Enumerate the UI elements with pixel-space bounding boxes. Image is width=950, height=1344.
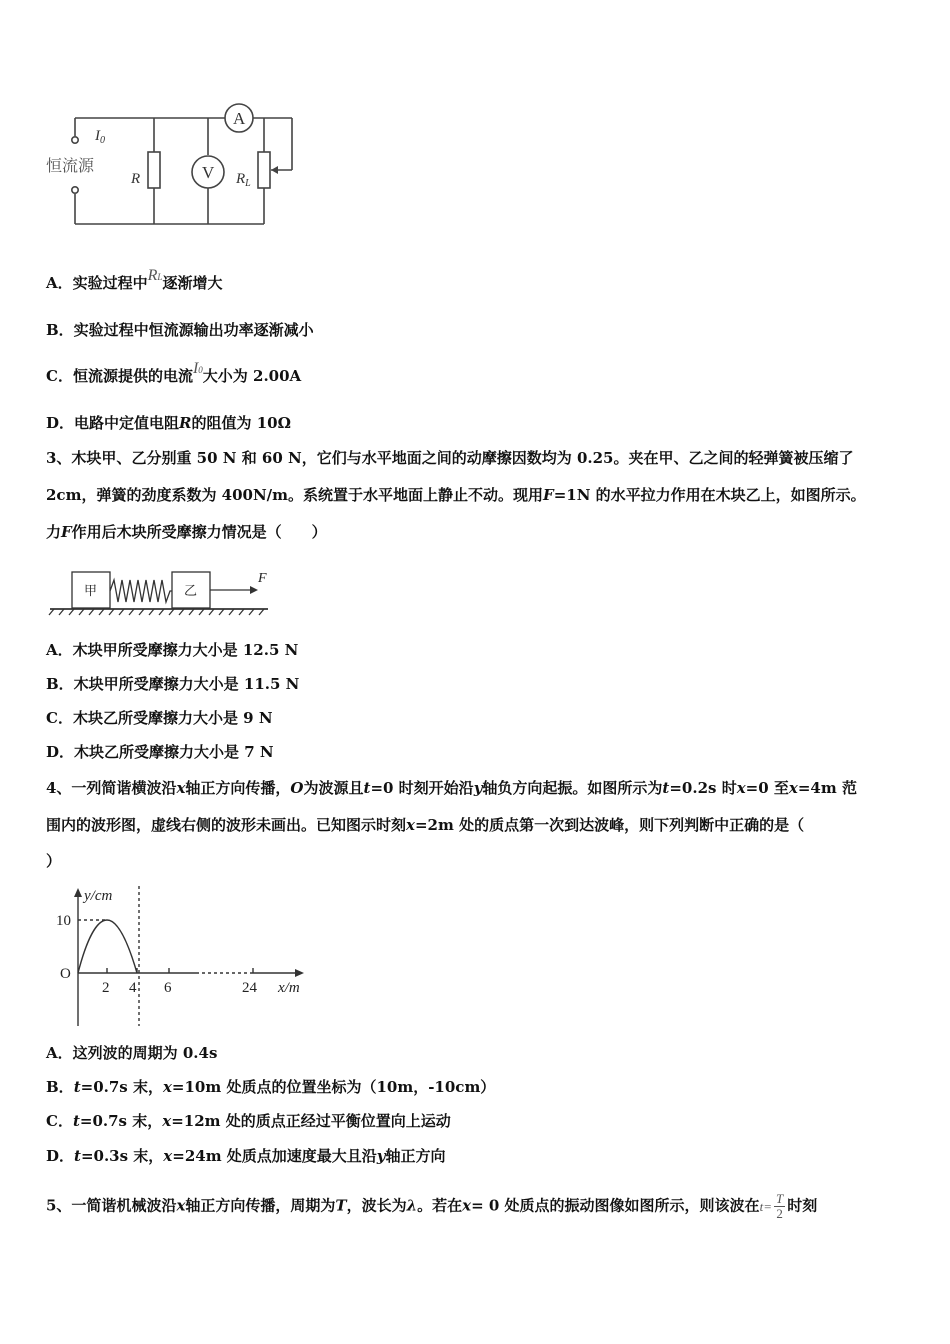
x-tick-2: 2 (102, 980, 110, 996)
y-tick-10: 10 (56, 913, 71, 929)
rl-subscript: L (245, 178, 251, 189)
q2-option-c: C．恒流源提供的电流I0大小为 2.00A (46, 360, 302, 385)
q3-option-d: D．木块乙所受摩擦力大小是 7 N (46, 743, 274, 761)
q5-fraction-den: 2 (776, 1206, 783, 1221)
svg-text:RL (235, 171, 251, 189)
q5-fraction (774, 1192, 785, 1221)
ammeter-label: A (233, 109, 246, 128)
x-tick-6: 6 (164, 980, 172, 996)
q3-stem-line1: 3、木块甲、乙分别重 50 N 和 60 N，它们与水平地面之间的动摩擦因数均为 0.25。夹在甲、乙之间的轻弹簧被压缩了 (46, 449, 854, 467)
q4-option-c: C．t=0.7s 末，x=12m 处的质点正经过平衡位置向上运动 (46, 1112, 451, 1130)
q3-option-c: C．木块乙所受摩擦力大小是 9 N (46, 709, 273, 727)
source-label: 恒流源 (46, 156, 95, 175)
q5-equals: = (763, 1198, 772, 1214)
q2-c-symbol: I (192, 360, 199, 377)
q3-stem-line3: 力F作用后木块所受摩擦力情况是（ ） (46, 523, 327, 541)
q5-stem: 5、一简谐机械波沿x轴正方向传播，周期为T，波长为λ。若在x= 0 处质点的振动图像如图所示，则该波在t= $\frac{T}{2}$ 时刻 (46, 1191, 818, 1221)
q2-option-d: D．电路中定值电阻R的阻值为 10Ω (46, 414, 291, 432)
y-axis-label: y/cm (84, 888, 113, 904)
q5-fraction-num: T (775, 1191, 784, 1206)
q4-option-d: D．t=0.3s 末，x=24m 处质点加速度最大且沿y轴正方向 (46, 1147, 446, 1165)
circuit-diagram (40, 98, 310, 233)
current-label: I (95, 128, 100, 144)
svg-text:I0 (94, 128, 105, 146)
q2-option-a: A．实验过程中RL逐渐增大 (46, 267, 223, 292)
x-tick-24: 24 (242, 980, 257, 996)
q4-stem-line3: ） (46, 852, 62, 870)
q4-stem-line2: 围内的波形图，虚线右侧的波形未画出。已知图示时刻x=2m 处的质点第一次到达波峰，则下列判断中正确的是（ (46, 816, 805, 834)
rl-label: R (236, 171, 246, 187)
q4-option-b: B．t=0.7s 末，x=10m 处质点的位置坐标为（10m，-10cm） (46, 1078, 496, 1096)
q3-option-b: B．木块甲所受摩擦力大小是 11.5 N (46, 675, 300, 693)
x-axis-label: x/m (278, 980, 300, 996)
q5-t-symbol: t (759, 1198, 764, 1214)
q3-stem-line2: 2cm，弹簧的劲度系数为 400N/m。系统置于水平地面上静止不动。现用F=1N 的水平拉力作用在木块乙上，如图所示。 (46, 486, 866, 504)
block-yi-label: 乙 (184, 584, 198, 599)
origin-label: O (60, 966, 71, 982)
voltmeter-label: V (202, 163, 215, 182)
q3-option-a: A．木块甲所受摩擦力大小是 12.5 N (46, 641, 299, 659)
wave-graph (46, 884, 316, 1034)
q2-a-subscript: L (157, 272, 163, 282)
spring-block-diagram (46, 564, 286, 620)
x-tick-4: 4 (129, 980, 137, 996)
force-label: F (258, 571, 267, 586)
q2-a-symbol: R (147, 267, 158, 284)
q4-option-a: A．这列波的周期为 0.4s (46, 1044, 218, 1062)
r-label: R (131, 171, 141, 187)
block-jia-label: 甲 (84, 584, 98, 599)
q2-option-b: B．实验过程中恒流源输出功率逐渐减小 (46, 321, 314, 339)
q4-stem-line1: 4、一列简谐横波沿x轴正方向传播，O为波源且t=0 时刻开始沿y轴负方向起振。如图所示为t=0.2s 时x=0 至x=4m 范 (46, 779, 857, 797)
current-subscript: 0 (100, 135, 105, 146)
q2-c-subscript: 0 (198, 365, 203, 375)
